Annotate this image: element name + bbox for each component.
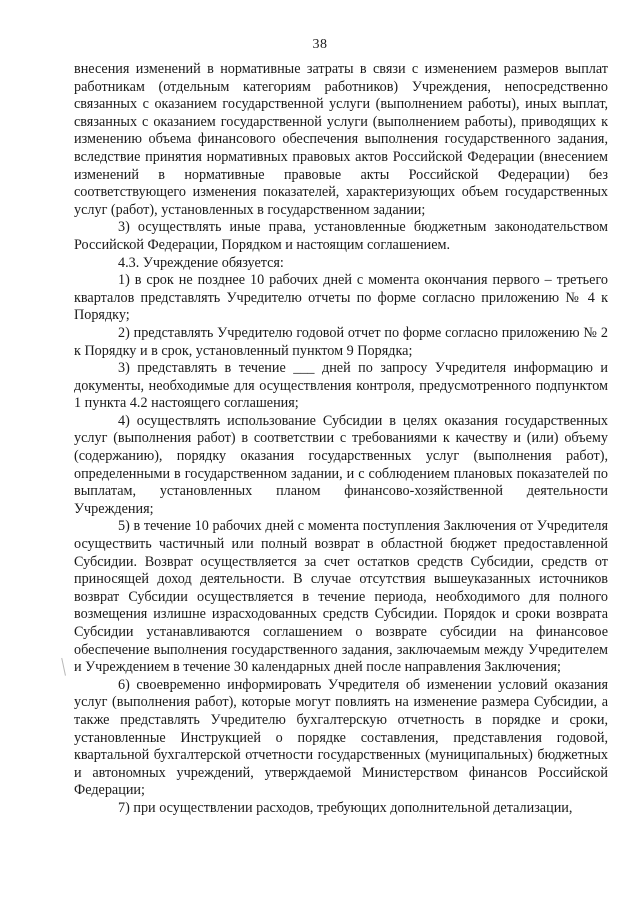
document-body xyxy=(74,61,608,818)
paragraph-item-3-rights: 3) осуществлять иные права, установленные бюджетным законодательством Российской Федерации, Порядком и настоящим соглашением. xyxy=(74,219,608,253)
paragraph-continued-clause: внесения изменений в нормативные затраты в связи с изменением размеров выплат работникам (отдельным категориям работников) Учреждения, непосредственно связанных с оказанием государственной услуги (выполнением работы), иных выплат, связанных с оказанием государственной услуги (выполнением работы), приводящих к изменению объема финансового обеспечения выполнения государственного задания, вследствие принятия нормативных правовых актов Российской Федерации (внесением изменений в нормативные правовые акты Российской Федерации) без соответствующего изменения показателей, характеризующих объем государственных услуг (работ), установленных в государственном задании; xyxy=(74,61,608,218)
paragraph-obligation-1: 1) в срок не позднее 10 рабочих дней с момента окончания первого – третьего кварталов представлять Учредителю отчеты по форме согласно приложению № 4 к Порядку; xyxy=(74,272,608,324)
paragraph-obligation-7: 7) при осуществлении расходов, требующих дополнительной детализации, xyxy=(118,799,573,816)
paragraph-obligation-3: 3) представлять в течение ___ дней по запросу Учредителя информацию и документы, необходимые для осуществления контроля, предусмотренного подпунктом 1 пункта 4.2 настоящего соглашения; xyxy=(74,360,608,412)
paragraph-obligation-2: 2) представлять Учредителю годовой отчет по форме согласно приложению № 2 к Порядку и в срок, установленный пунктом 9 Порядка; xyxy=(74,324,608,359)
paragraph-obligation-5: 5) в течение 10 рабочих дней с момента поступления Заключения от Учредителя осуществить частичный или полный возврат в областной бюджет предоставленной Субсидии. Возврат осуществляется за счет остатков средств Субсидии, средств от приносящей доход деятельности. В случае отсутствия вышеуказанных источников возврат Субсидии осуществляется в течение периода, необходимого для полного возмещения излишне израсходованных средств Субсидии. Порядок и сроки возврата Субсидии устанавливаются соглашением о возврате субсидии на финансовое обеспечение выполнения государственного задания, заключаемым между Учредителем и Учреждением в течение 30 календарных дней после направления Заключения; xyxy=(74,518,608,676)
paragraph-obligation-6: 6) своевременно информировать Учредителя об изменении условий оказания услуг (выполнения работ), которые могут повлиять на изменение размера Субсидии, а также представлять Учредителю бухгалтерскую отчетность в порядке и сроки, установленные Инструкцией о порядке составления, представления годовой, квартальной бухгалтерской отчетности государственных (муниципальных) бюджетных и автономных учреждений, утверждаемой Министерством финансов Российской Федерации; xyxy=(74,676,608,799)
margin-pen-mark xyxy=(61,656,74,675)
paragraph-section-4-3: 4.3. Учреждение обязуется: xyxy=(118,254,284,271)
paragraph-obligation-4: 4) осуществлять использование Субсидии в целях оказания государственных услуг (выполнения работ) в соответствии с требованиями к качеству и (или) объему (содержанию), порядку оказания государственных услуг (выполнения работ), определенными в государственном задании, и с соблюдением плановых показателей по выплатам, установленных планом финансово-хозяйственной деятельности Учреждения; xyxy=(74,412,608,517)
page-number: 38 xyxy=(312,37,328,52)
